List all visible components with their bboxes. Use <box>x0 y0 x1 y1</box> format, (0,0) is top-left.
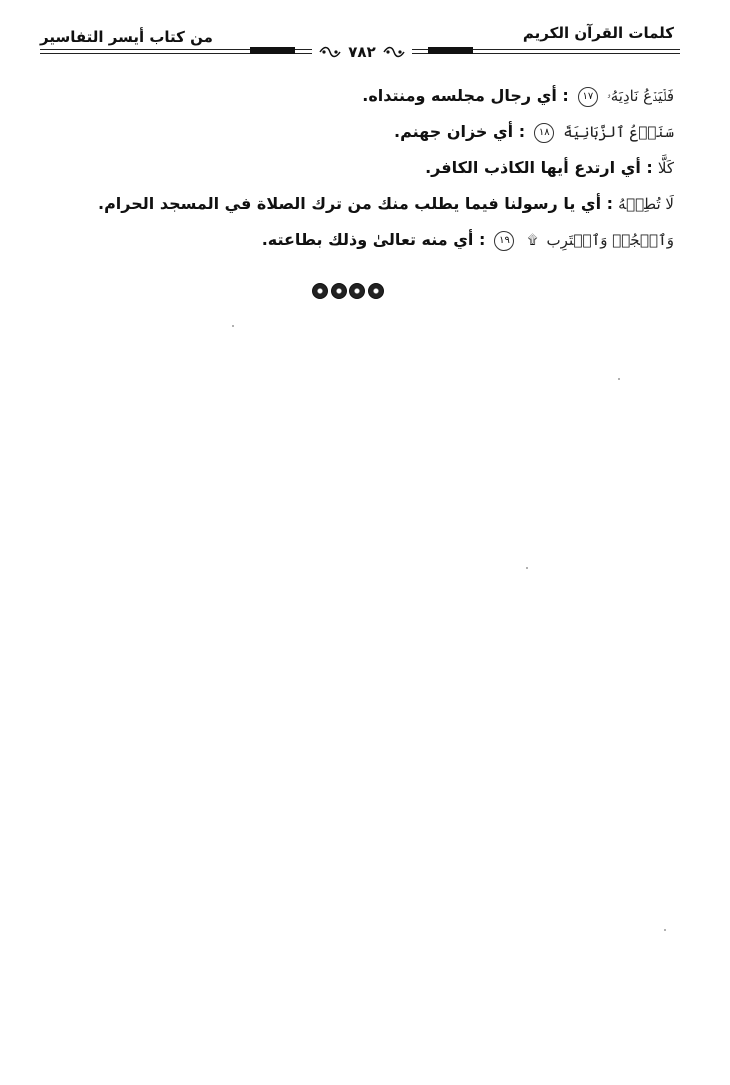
page-content <box>97 82 674 263</box>
flower-icon <box>349 283 365 299</box>
explanation-text: : أي خزان جهنم. <box>394 122 526 141</box>
flower-icon <box>312 283 328 299</box>
section-title: كلمات القرآن الكريم <box>522 24 674 42</box>
explanation-text: : أي منه تعالىٰ وذلك بطاعته. <box>261 230 486 249</box>
quran-verse: وَٱسۡجُدۡ وَٱقۡتَرِب <box>546 231 674 249</box>
explanation-text: : أي ارتدع أيها الكاذب الكافر. <box>425 158 653 177</box>
entry-17 <box>150 82 674 110</box>
entry-18 <box>150 118 674 146</box>
ayah-number: ١٨ <box>534 123 554 143</box>
quran-verse: فَلۡيَدۡعُ نَادِيَهُۥ <box>607 87 674 105</box>
explanation-text: : أي يا رسولنا فيما يطلب منك من ترك الصلاة في المسجد الحرام. <box>97 194 614 213</box>
header-decorative-bar-left <box>250 47 295 54</box>
entry-19 <box>150 226 674 255</box>
ayah-number: ١٧ <box>578 87 598 107</box>
header-decorative-bar-right <box>428 47 473 54</box>
entry-kalla <box>150 154 674 182</box>
entry-la-tutihu <box>97 190 674 218</box>
scan-speck <box>664 929 666 931</box>
scan-speck <box>526 567 528 569</box>
flower-icon <box>331 283 347 299</box>
sajda-icon: ۩ <box>527 232 538 248</box>
scan-speck <box>232 325 234 327</box>
page-number: ٧٨٢ <box>348 43 376 61</box>
book-title: من كتاب أيسر التفاسير <box>40 28 213 46</box>
ayah-number: ١٩ <box>494 231 514 251</box>
page-number-badge <box>312 40 412 64</box>
quran-word: كَلَّا <box>657 159 674 177</box>
quran-phrase: لَا تُطِعۡهُ <box>618 195 674 213</box>
quran-verse: سَنَدۡعُ ٱلزَّبَانِيَةَ <box>563 123 674 141</box>
flower-icon <box>368 283 384 299</box>
section-end-ornament <box>312 283 384 299</box>
explanation-text: : أي رجال مجلسه ومنتداه. <box>362 86 569 105</box>
ornament-icon <box>318 44 342 60</box>
ornament-icon <box>382 44 406 60</box>
scan-speck <box>618 378 620 380</box>
